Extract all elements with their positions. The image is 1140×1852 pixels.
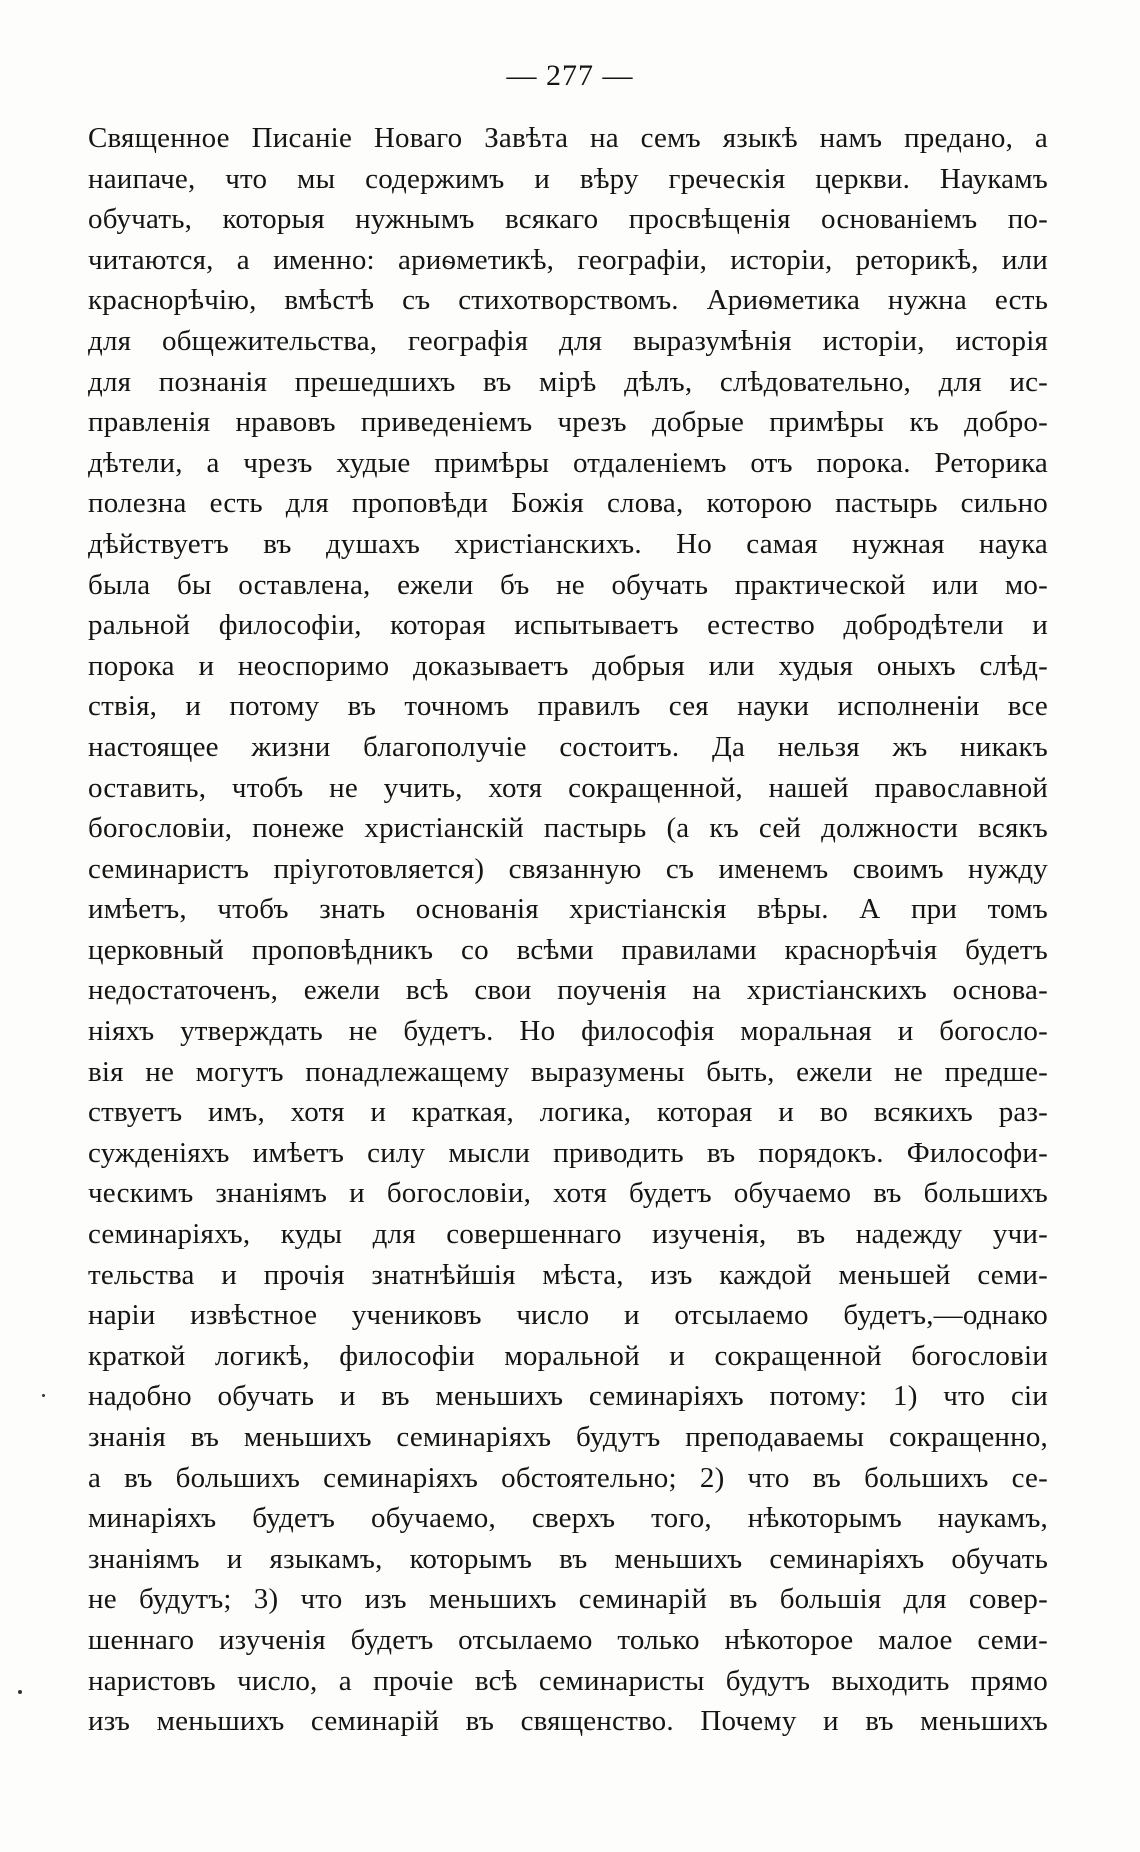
text-line: тельства и прочія знатнѣйшія мѣста, изъ каждой меньшей семи- — [88, 1258, 1048, 1291]
text-line: ральной философіи, которая испытываетъ естество добродѣтели и — [88, 609, 1048, 642]
text-line: наристовъ число, а прочіе всѣ семинаристы будутъ выходить прямо — [88, 1664, 1048, 1697]
text-line: оставить, чтобъ не учить, хотя сокращенной, нашей православной — [88, 771, 1048, 804]
print-speck — [42, 1394, 45, 1397]
text-line: недостаточенъ, ежели всѣ свои поученія на христіанскихъ основа- — [88, 974, 1048, 1007]
text-line: семинаристъ пріуготовляется) связанную съ именемъ своимъ нужду — [88, 852, 1048, 885]
text-line: полезна есть для проповѣди Божія слова, которою пастырь сильно — [88, 487, 1048, 520]
text-line: ствуетъ имъ, хотя и краткая, логика, которая и во всякихъ раз- — [88, 1096, 1048, 1129]
text-line: знаніямъ и языкамъ, которымъ въ меньшихъ семинаріяхъ обучать — [88, 1542, 1048, 1575]
text-line: не будутъ; 3) что изъ меньшихъ семинарій въ большія для совер- — [88, 1583, 1048, 1616]
text-line: краснорѣчію, вмѣстѣ съ стихотворствомъ. Ариѳметика нужна есть — [88, 284, 1048, 317]
text-line: изъ меньшихъ семинарій въ священство. Почему и въ меньшихъ — [88, 1705, 1048, 1738]
text-line: а въ большихъ семинаріяхъ обстоятельно; 2) что въ большихъ се- — [88, 1461, 1048, 1494]
text-line: обучать, которыя нужнымъ всякаго просвѣщенія основаніемъ по- — [88, 203, 1048, 236]
text-line: имѣетъ, чтобъ знать основанія христіанскія вѣры. А при томъ — [88, 893, 1048, 926]
text-line: шеннаго изученія будетъ отсылаемо только нѣкоторое малое семи- — [88, 1623, 1048, 1656]
text-line: церковный проповѣдникъ со всѣми правилами краснорѣчія будетъ — [88, 933, 1048, 966]
text-line: сужденіяхъ имѣетъ силу мысли приводить въ порядокъ. Философи- — [88, 1136, 1048, 1169]
text-line: ческимъ знаніямъ и богословіи, хотя будетъ обучаемо въ большихъ — [88, 1177, 1048, 1210]
text-line: настоящее жизни благополучіе состоитъ. Да нельзя жъ никакъ — [88, 730, 1048, 763]
text-line: богословіи, понеже христіанскій пастырь (а къ сей должности всякъ — [88, 812, 1048, 845]
text-line: семинаріяхъ, куды для совершеннаго изученія, въ надежду учи- — [88, 1218, 1048, 1251]
text-line: минаріяхъ будетъ обучаемо, сверхъ того, нѣкоторымъ наукамъ, — [88, 1502, 1048, 1535]
text-line: дѣйствуетъ въ душахъ христіанскихъ. Но самая нужная наука — [88, 527, 1048, 560]
text-line: краткой логикѣ, философіи моральной и сокращенной богословіи — [88, 1339, 1048, 1372]
text-line: ніяхъ утверждать не будетъ. Но философія моральная и богосло- — [88, 1015, 1048, 1048]
text-line: ствія, и потому въ точномъ правилъ сея науки исполненіи все — [88, 690, 1048, 723]
text-line: надобно обучать и въ меньшихъ семинаріяхъ потому: 1) что сіи — [88, 1380, 1048, 1413]
print-speck — [18, 1690, 22, 1694]
text-line: дѣтели, а чрезъ худые примѣры отдаленіемъ отъ порока. Реторика — [88, 446, 1048, 479]
text-line: наипаче, что мы содержимъ и вѣру греческія церкви. Наукамъ — [88, 162, 1048, 195]
text-line: для общежительства, географія для выразумѣнія исторіи, исторія — [88, 324, 1048, 357]
text-line: читаются, а именно: ариѳметикѣ, географіи, исторіи, реторикѣ, или — [88, 243, 1048, 276]
text-line: Священное Писаніе Новаго Завѣта на семъ языкѣ намъ предано, а — [88, 122, 1048, 154]
text-line: правленія нравовъ приведеніемъ чрезъ добрые примѣры къ добро- — [88, 406, 1048, 439]
page-number: — 277 — — [506, 59, 634, 92]
text-line: вія не могутъ понадлежащему выразумены быть, ежели не предше- — [88, 1055, 1048, 1088]
text-line: для познанія прешедшихъ въ мірѣ дѣлъ, слѣдовательно, для ис- — [88, 365, 1048, 398]
text-line: порока и неоспоримо доказываетъ добрыя или худыя оныхъ слѣд- — [88, 649, 1048, 682]
page-body-text — [88, 118, 1048, 1742]
text-line: наріи извѣстное учениковъ число и отсылаемо будетъ,—однако — [88, 1299, 1048, 1332]
text-line: знанія въ меньшихъ семинаріяхъ будутъ преподаваемы сокращенно, — [88, 1421, 1048, 1453]
text-line: была бы оставлена, ежели бъ не обучать практической или мо- — [88, 568, 1048, 601]
